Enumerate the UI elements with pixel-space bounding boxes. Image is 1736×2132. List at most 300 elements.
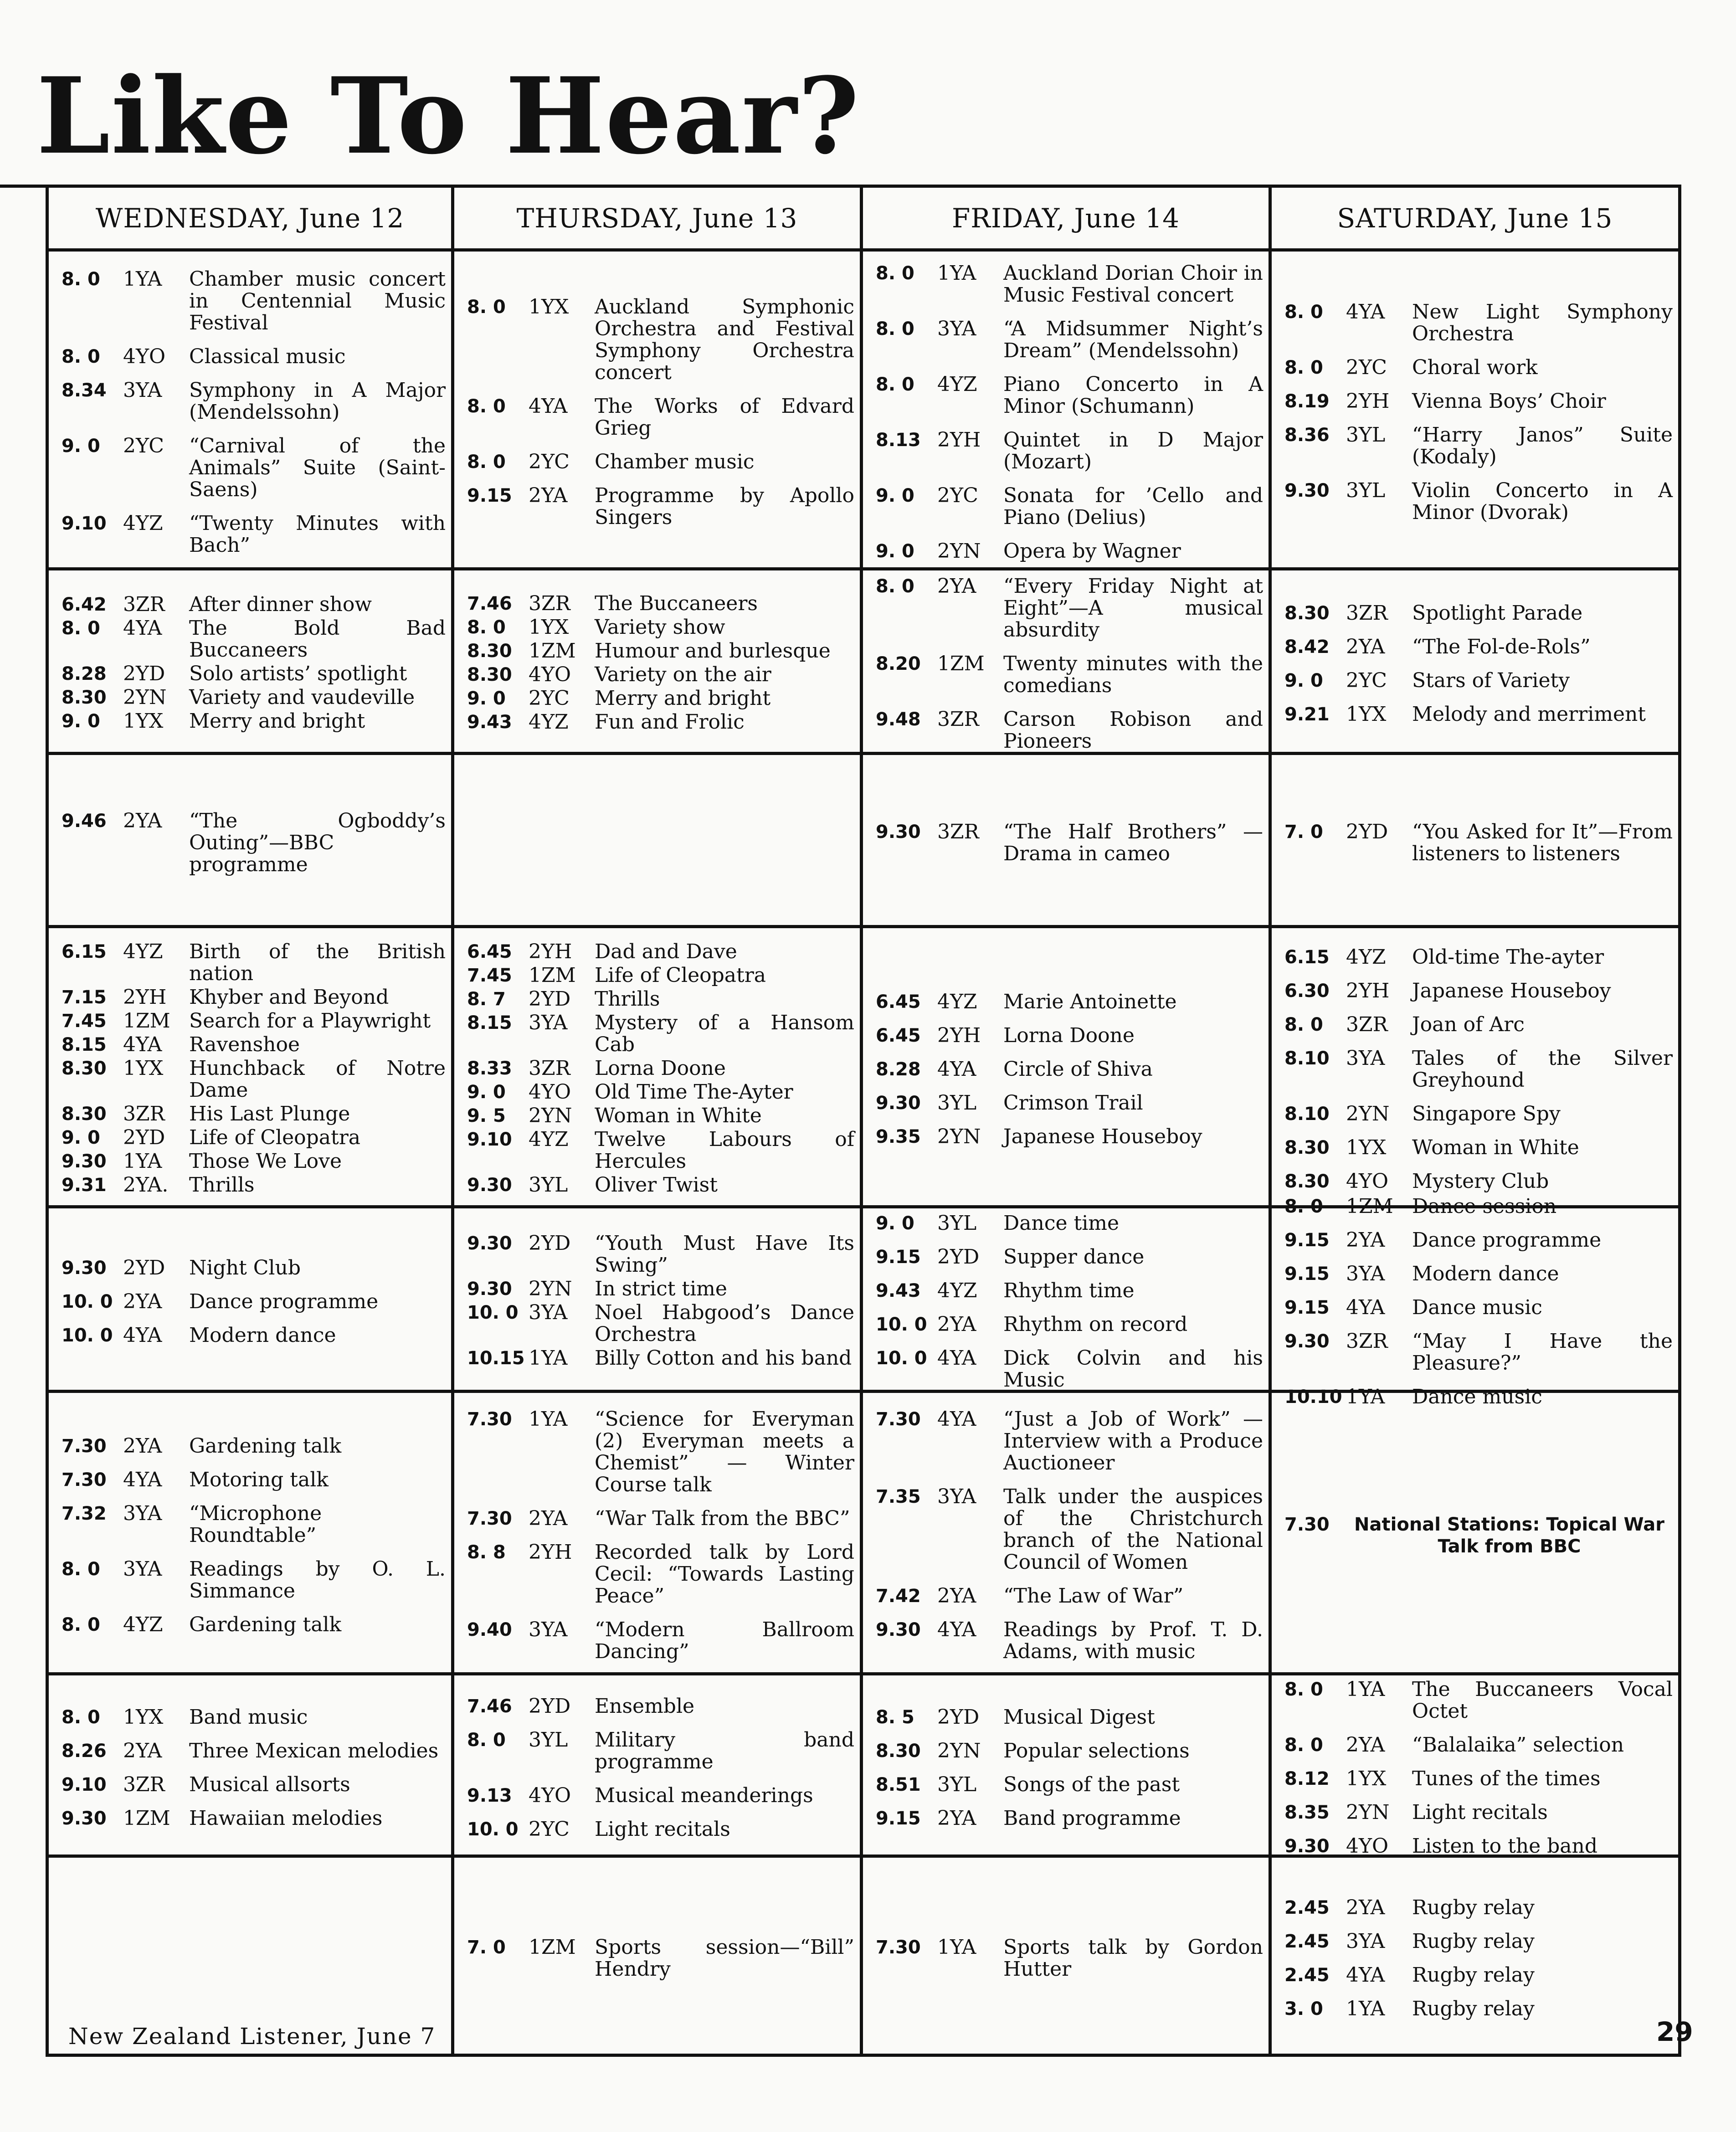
entry-time: 8. 0 <box>62 268 100 290</box>
entry-station: 3YA <box>529 1618 568 1641</box>
entry-station: 1YX <box>1346 703 1387 726</box>
entry-programme: Opera by Wagner <box>1003 539 1181 563</box>
entry-time: 8. 0 <box>876 576 914 597</box>
entry-station: 2YD <box>529 987 571 1011</box>
entry-station: 2YN <box>123 686 167 709</box>
schedule-cell-wednesday <box>46 1393 454 1675</box>
entry-station: 2YH <box>529 1540 572 1564</box>
entry-station: 2YN <box>937 1739 981 1762</box>
schedule-cell-thursday <box>454 1393 863 1675</box>
entry-time: 8. 0 <box>1284 301 1323 323</box>
schedule-cell-saturday <box>1272 252 1681 570</box>
entry-time: 8.30 <box>1284 603 1330 624</box>
entry-station: 2YD <box>123 1256 165 1279</box>
programme-entry <box>1284 1048 1675 1091</box>
entry-programme: “Youth Must Have Its Swing” <box>595 1232 854 1277</box>
entry-programme: Symphony in A Major (Mendelssohn) <box>189 378 446 424</box>
schedule-cell-thursday <box>454 1208 863 1393</box>
entry-programme: “The Ogboddy’s Outing”—BBC programme <box>189 809 446 876</box>
entry-time: 9.30 <box>467 1279 512 1300</box>
entry-time: 9.43 <box>876 1280 921 1301</box>
entry-station: 4YZ <box>529 1128 569 1151</box>
entry-time: 8.10 <box>1284 1048 1330 1069</box>
entry-station: 1YX <box>1346 1136 1387 1159</box>
entry-time: 8.42 <box>1284 637 1330 658</box>
programme-entry <box>876 991 1266 1013</box>
entry-time: 8. 0 <box>1284 1014 1323 1035</box>
entry-time: 8.19 <box>1284 390 1330 412</box>
entry-station: 1ZM <box>123 1009 170 1033</box>
programme-entry <box>876 1585 1266 1607</box>
entry-time: 9.30 <box>876 1093 921 1114</box>
programme-entry <box>62 1435 448 1457</box>
entry-programme: Listen to the band <box>1412 1834 1598 1858</box>
programme-entry <box>876 1486 1266 1573</box>
entry-station: 2YH <box>937 428 981 452</box>
programme-entry <box>62 710 448 732</box>
entry-station: 4YA <box>123 616 162 640</box>
entry-time: 8.30 <box>467 641 512 662</box>
entry-time: 8.30 <box>62 1058 107 1079</box>
entry-programme: Noel Habgood’s Dance Orchestra <box>595 1301 854 1346</box>
programme-entry <box>467 988 857 1010</box>
entry-station: 3YA <box>937 1485 976 1508</box>
schedule-cell-friday <box>863 1675 1272 1858</box>
entry-programme: Khyber and Beyond <box>189 986 389 1009</box>
entry-time: 9.30 <box>1284 480 1330 501</box>
entry-time: 6.30 <box>1284 981 1330 1002</box>
programme-entry <box>467 1278 857 1300</box>
entry-station: 1YA <box>1346 1385 1385 1408</box>
programme-entry <box>62 1151 448 1172</box>
entry-time: 8. 0 <box>467 296 506 318</box>
entry-time: 7.42 <box>876 1585 921 1607</box>
entry-time: 8.26 <box>62 1740 107 1762</box>
entry-programme: Rhythm time <box>1003 1279 1135 1302</box>
programme-entry <box>1284 1679 1675 1722</box>
programme-entry <box>62 435 448 501</box>
entry-time: 9. 0 <box>62 1127 100 1148</box>
schedule-cell-wednesday <box>46 928 454 1208</box>
programme-entry <box>467 593 857 615</box>
entry-time: 8. 0 <box>62 346 100 367</box>
programme-entry <box>62 513 448 556</box>
entry-time: 8.12 <box>1284 1768 1330 1789</box>
entry-time: 6.15 <box>62 941 107 962</box>
schedule-cell-wednesday <box>46 252 454 570</box>
entry-programme: Auckland Dorian Choir in Music Festival concert <box>1003 261 1263 307</box>
entry-time: 8. 0 <box>1284 1196 1323 1217</box>
programme-entry <box>467 1129 857 1172</box>
entry-time: 8.15 <box>467 1012 512 1033</box>
programme-entry <box>467 1058 857 1079</box>
programme-entry <box>62 1058 448 1101</box>
entry-time: 9. 0 <box>1284 670 1323 691</box>
entry-station: 2YA. <box>123 1173 169 1197</box>
programme-entry <box>1284 1734 1675 1756</box>
programme-entry <box>1284 1931 1675 1952</box>
entry-station: 3ZR <box>123 593 165 616</box>
entry-programme: Variety on the air <box>595 663 771 686</box>
entry-time: 8.28 <box>62 663 107 684</box>
entry-programme: Joan of Arc <box>1412 1013 1525 1036</box>
entry-programme: The Works of Edvard Grieg <box>595 394 854 440</box>
programme-entry <box>467 1347 857 1369</box>
entry-programme: Rhythm on record <box>1003 1313 1188 1336</box>
entry-time: 9.15 <box>467 485 512 506</box>
entry-time: 9.48 <box>876 709 921 730</box>
entry-station: 1YX <box>1346 1767 1387 1790</box>
programme-entry <box>62 1010 448 1032</box>
entry-programme: Spotlight Parade <box>1412 601 1583 625</box>
entry-station: 4YA <box>1346 1296 1385 1319</box>
entry-station: 3ZR <box>529 592 570 615</box>
entry-programme: “The Fol-de-Rols” <box>1412 635 1591 658</box>
entry-station: 2YN <box>529 1104 572 1127</box>
entry-station: 3YA <box>123 1501 162 1525</box>
programme-entry <box>876 1408 1266 1474</box>
programme-entry <box>62 1103 448 1125</box>
entry-station: 4YA <box>937 1346 976 1370</box>
programme-entry <box>62 1257 448 1279</box>
programme-entry <box>1284 602 1675 624</box>
entry-time: 8.30 <box>876 1740 921 1762</box>
entry-programme: National Stations: Topical War Talk from BBC <box>1354 1514 1664 1557</box>
day-header-saturday: SATURDAY, June 15 <box>1272 188 1681 252</box>
entry-station: 1ZM <box>123 1806 170 1830</box>
entry-time: 6.45 <box>876 992 921 1012</box>
entry-programme: Thrills <box>595 987 660 1011</box>
entry-station: 2YN <box>937 1125 981 1148</box>
entry-station: 2YD <box>123 1126 165 1149</box>
programme-entry <box>876 709 1266 752</box>
entry-time: 6.42 <box>62 594 107 615</box>
entry-programme: Readings by Prof. T. D. Adams, with music <box>1003 1618 1263 1663</box>
entry-programme: Mystery Club <box>1412 1170 1549 1193</box>
programme-entry <box>62 986 448 1008</box>
entry-station: 2YC <box>529 687 570 710</box>
entry-time: 8. 0 <box>467 1729 506 1751</box>
programme-entry <box>876 1025 1266 1047</box>
entry-time: 9.30 <box>467 1175 512 1196</box>
entry-programme: Humour and burlesque <box>595 639 831 663</box>
entry-station: 3YA <box>123 378 162 402</box>
page-title: Like To Hear? <box>36 55 860 178</box>
entry-programme: “Modern Ballroom Dancing” <box>595 1618 854 1663</box>
entry-programme: Twenty minutes with the comedians <box>1003 652 1263 697</box>
entry-programme: Japanese Houseboy <box>1412 979 1611 1002</box>
entry-programme: Modern dance <box>189 1324 336 1347</box>
programme-entry <box>467 1302 857 1346</box>
programme-entry <box>62 1469 448 1491</box>
programme-entry <box>876 1280 1266 1302</box>
programme-entry <box>876 1347 1266 1391</box>
entry-programme: Hawaiian melodies <box>189 1806 383 1830</box>
entry-station: 2YC <box>529 450 570 473</box>
entry-programme: “Every Friday Night at Eight”—A musical absurdity <box>1003 575 1263 642</box>
programme-entry <box>62 268 448 334</box>
entry-programme: Variety show <box>595 616 725 639</box>
entry-programme: “War Talk from the BBC” <box>595 1506 850 1530</box>
entry-station: 4YZ <box>123 511 163 535</box>
entry-station: 1YA <box>123 267 162 291</box>
programme-entry <box>467 1937 857 1980</box>
programme-entry <box>1284 357 1675 379</box>
schedule-cell-thursday <box>454 252 863 570</box>
entry-programme: Band programme <box>1003 1806 1181 1830</box>
entry-station: 4YA <box>529 394 568 418</box>
entry-station: 1YA <box>1346 1677 1385 1701</box>
programme-entry <box>467 1081 857 1103</box>
entry-station: 3YL <box>937 1212 977 1235</box>
entry-time: 7.46 <box>467 1695 512 1717</box>
entry-time: 7.45 <box>62 1011 107 1032</box>
entry-programme: Circle of Shiva <box>1003 1058 1153 1081</box>
schedule-cell-saturday <box>1272 928 1681 1208</box>
entry-time: 8. 8 <box>467 1541 506 1563</box>
entry-time: 9. 0 <box>876 540 914 562</box>
programme-entry <box>876 1937 1266 1980</box>
entry-programme: “Microphone Roundtable” <box>189 1501 322 1547</box>
entry-programme: Twelve Labours of Hercules <box>595 1128 854 1173</box>
entry-programme: Birth of the British nation <box>189 940 446 985</box>
day-header-friday: FRIDAY, June 14 <box>863 188 1272 252</box>
schedule-cell-wednesday <box>46 1675 454 1858</box>
entry-programme: Classical music <box>189 344 346 368</box>
entry-time: 10.10 <box>1284 1387 1342 1408</box>
entry-time: 9.15 <box>1284 1230 1330 1251</box>
entry-programme: The Buccaneers <box>595 592 758 615</box>
schedule-cell-thursday <box>454 1675 863 1858</box>
entry-time: 8. 0 <box>62 1614 100 1635</box>
entry-time: 8. 0 <box>467 451 506 473</box>
entry-time: 9.43 <box>467 712 512 733</box>
programme-entry <box>467 616 857 638</box>
programme-entry <box>1284 1514 1675 1557</box>
entry-programme: “Balalaika” selection <box>1412 1733 1624 1757</box>
schedule-cell-saturday <box>1272 1393 1681 1675</box>
entry-time: 10. 0 <box>876 1348 927 1369</box>
programme-entry <box>876 1092 1266 1114</box>
entry-time: 8.36 <box>1284 424 1330 446</box>
programme-entry <box>62 1503 448 1546</box>
entry-time: 8. 0 <box>1284 357 1323 378</box>
programme-entry <box>62 594 448 616</box>
entry-time: 8.35 <box>1284 1802 1330 1823</box>
entry-station: 3YA <box>1346 1047 1385 1070</box>
entry-time: 7.30 <box>1284 1514 1330 1535</box>
programme-entry <box>62 687 448 709</box>
entry-time: 9.30 <box>467 1233 512 1254</box>
entry-programme: Military band programme <box>595 1728 854 1773</box>
programme-entry <box>1284 1964 1675 1986</box>
entry-station: 2YA <box>1346 635 1385 658</box>
entry-programme: Light recitals <box>1412 1800 1548 1824</box>
programme-entry <box>1284 1331 1675 1374</box>
entry-programme: Chamber music concert in Centennial Music Festival <box>189 267 446 334</box>
entry-time: 9.13 <box>467 1785 512 1806</box>
entry-station: 1YX <box>123 709 164 733</box>
entry-programme: Melody and merriment <box>1412 703 1646 726</box>
entry-time: 8.15 <box>62 1034 107 1055</box>
entry-time: 8.10 <box>1284 1104 1330 1125</box>
entry-station: 2YD <box>529 1694 571 1718</box>
entry-programme: Dad and Dave <box>595 940 737 963</box>
entry-station: 3ZR <box>1346 601 1388 625</box>
programme-entry <box>467 1695 857 1717</box>
programme-entry <box>1284 1171 1675 1192</box>
programme-entry <box>1284 821 1675 865</box>
programme-entry <box>467 451 857 473</box>
entry-programme: “Just a Job of Work” — Interview with a Produce Auctioneer <box>1003 1407 1263 1474</box>
programme-entry <box>467 711 857 733</box>
programme-entry <box>467 1174 857 1196</box>
entry-programme: Band music <box>189 1705 308 1729</box>
entry-time: 9.30 <box>1284 1331 1330 1352</box>
schedule-cell-friday <box>863 755 1272 928</box>
programme-entry <box>876 374 1266 417</box>
schedule-cell-friday <box>863 928 1272 1208</box>
entry-station: 2YH <box>529 940 572 963</box>
programme-entry <box>62 1558 448 1602</box>
entry-station: 4YA <box>1346 300 1385 324</box>
entry-programme: Life of Cleopatra <box>189 1126 360 1149</box>
day-header-thursday: THURSDAY, June 13 <box>454 188 863 252</box>
entry-time: 8.30 <box>62 687 107 708</box>
entry-station: 2YA <box>123 809 162 832</box>
programme-entry <box>876 1212 1266 1234</box>
entry-station: 3YL <box>937 1772 977 1796</box>
programme-entry <box>876 653 1266 697</box>
entry-time: 9.10 <box>467 1129 512 1150</box>
entry-time: 9.10 <box>62 1774 107 1795</box>
entry-programme: “Twenty Minutes with Bach” <box>189 511 446 557</box>
schedule-cell-wednesday <box>46 1208 454 1393</box>
entry-programme: Recorded talk by Lord Cecil: “Towards Lasting Peace” <box>595 1540 854 1608</box>
entry-station: 4YZ <box>937 1279 977 1302</box>
entry-station: 4YZ <box>529 710 569 734</box>
entry-programme: New Light Symphony Orchestra <box>1412 300 1673 345</box>
entry-programme: Musical Digest <box>1003 1705 1155 1729</box>
entry-programme: Woman in White <box>595 1104 762 1127</box>
entry-programme: Life of Cleopatra <box>595 964 766 987</box>
entry-station: 1ZM <box>937 652 985 675</box>
entry-time: 2.45 <box>1284 1965 1330 1986</box>
entry-time: 7.15 <box>62 987 107 1008</box>
entry-time: 9.15 <box>1284 1264 1330 1284</box>
entry-programme: Marie Antoinette <box>1003 990 1177 1013</box>
programme-entry <box>62 617 448 661</box>
entry-programme: Tunes of the times <box>1412 1767 1601 1790</box>
entry-programme: Fun and Frolic <box>595 710 745 734</box>
programme-entry <box>1284 424 1675 468</box>
entry-time: 8.30 <box>1284 1137 1330 1158</box>
entry-time: 9. 5 <box>467 1105 506 1126</box>
entry-programme: Crimson Trail <box>1003 1091 1143 1115</box>
entry-time: 9.46 <box>62 810 107 832</box>
entry-programme: Solo artists’ spotlight <box>189 662 407 685</box>
entry-programme: Sonata for ’Cello and Piano (Delius) <box>1003 483 1263 529</box>
entry-programme: Dance programme <box>1412 1228 1602 1252</box>
entry-time: 8.30 <box>62 1104 107 1125</box>
entry-programme: Dick Colvin and his Music <box>1003 1346 1263 1392</box>
entry-station: 2YD <box>529 1232 571 1255</box>
programme-entry <box>467 1785 857 1807</box>
entry-time: 9. 0 <box>467 688 506 709</box>
entry-station: 2YA <box>529 483 568 507</box>
entry-programme: The Buccaneers Vocal Octet <box>1412 1677 1673 1723</box>
entry-station: 2YN <box>1346 1800 1390 1824</box>
entry-time: 8.33 <box>467 1058 512 1079</box>
entry-time: 10. 0 <box>62 1325 113 1346</box>
schedule-cell-friday <box>863 1858 1272 2054</box>
entry-station: 1YX <box>529 295 569 319</box>
entry-time: 7.32 <box>62 1503 107 1524</box>
entry-station: 2YD <box>937 1245 980 1269</box>
entry-time: 8. 0 <box>1284 1734 1323 1756</box>
entry-programme: Japanese Houseboy <box>1003 1125 1202 1148</box>
entry-station: 2YA <box>1346 1228 1385 1252</box>
entry-station: 4YO <box>1346 1834 1389 1858</box>
page-number: 29 <box>1656 2016 1693 2047</box>
entry-programme: Rugby relay <box>1412 1896 1535 1919</box>
entry-station: 3YL <box>937 1091 977 1115</box>
programme-entry <box>467 296 857 384</box>
programme-entry <box>1284 1802 1675 1824</box>
programme-entry <box>62 380 448 423</box>
programme-entry <box>876 1774 1266 1796</box>
programme-entry <box>62 1740 448 1762</box>
entry-time: 10.15 <box>467 1348 525 1369</box>
entry-programme: Ravenshoe <box>189 1033 300 1056</box>
programme-entry <box>1284 1196 1675 1218</box>
programme-entry <box>876 1314 1266 1336</box>
entry-time: 9.30 <box>62 1808 107 1829</box>
entry-station: 3ZR <box>937 820 979 843</box>
programme-entry <box>467 1105 857 1127</box>
entry-time: 9.15 <box>1284 1297 1330 1318</box>
entry-station: 2YA <box>937 575 976 598</box>
schedule-cell-thursday <box>454 755 863 928</box>
entry-programme: Merry and bright <box>189 709 365 733</box>
programme-entry <box>467 1541 857 1607</box>
programme-entry <box>1284 980 1675 1002</box>
entry-programme: Rugby relay <box>1412 1930 1535 1953</box>
entry-programme: Singapore Spy <box>1412 1102 1561 1125</box>
entry-time: 7.30 <box>62 1469 107 1490</box>
entry-programme: “You Asked for It”—From listeners to listeners <box>1412 820 1673 865</box>
entry-programme: Woman in White <box>1412 1136 1579 1159</box>
programme-entry <box>62 1127 448 1149</box>
entry-programme: Oliver Twist <box>595 1173 718 1197</box>
programme-entry <box>1284 1998 1675 2020</box>
entry-station: 4YA <box>123 1468 162 1491</box>
entry-time: 2.45 <box>1284 1931 1330 1952</box>
entry-station: 1YA <box>937 261 976 285</box>
entry-time: 8. 0 <box>876 318 914 339</box>
entry-programme: Gardening talk <box>189 1434 342 1458</box>
programme-entry <box>62 1174 448 1196</box>
programme-entry <box>467 941 857 963</box>
entry-time: 8. 0 <box>876 374 914 395</box>
entry-programme: Hunchback of Notre Dame <box>189 1057 446 1102</box>
entry-time: 7.30 <box>876 1408 921 1430</box>
programme-entry <box>62 1325 448 1346</box>
entry-programme: Rugby relay <box>1412 1997 1535 2020</box>
entry-programme: “The Half Brothers” —Drama in cameo <box>1003 820 1263 865</box>
entry-programme: Sports talk by Gordon Hutter <box>1003 1936 1263 1981</box>
entry-programme: Dance time <box>1003 1212 1120 1235</box>
